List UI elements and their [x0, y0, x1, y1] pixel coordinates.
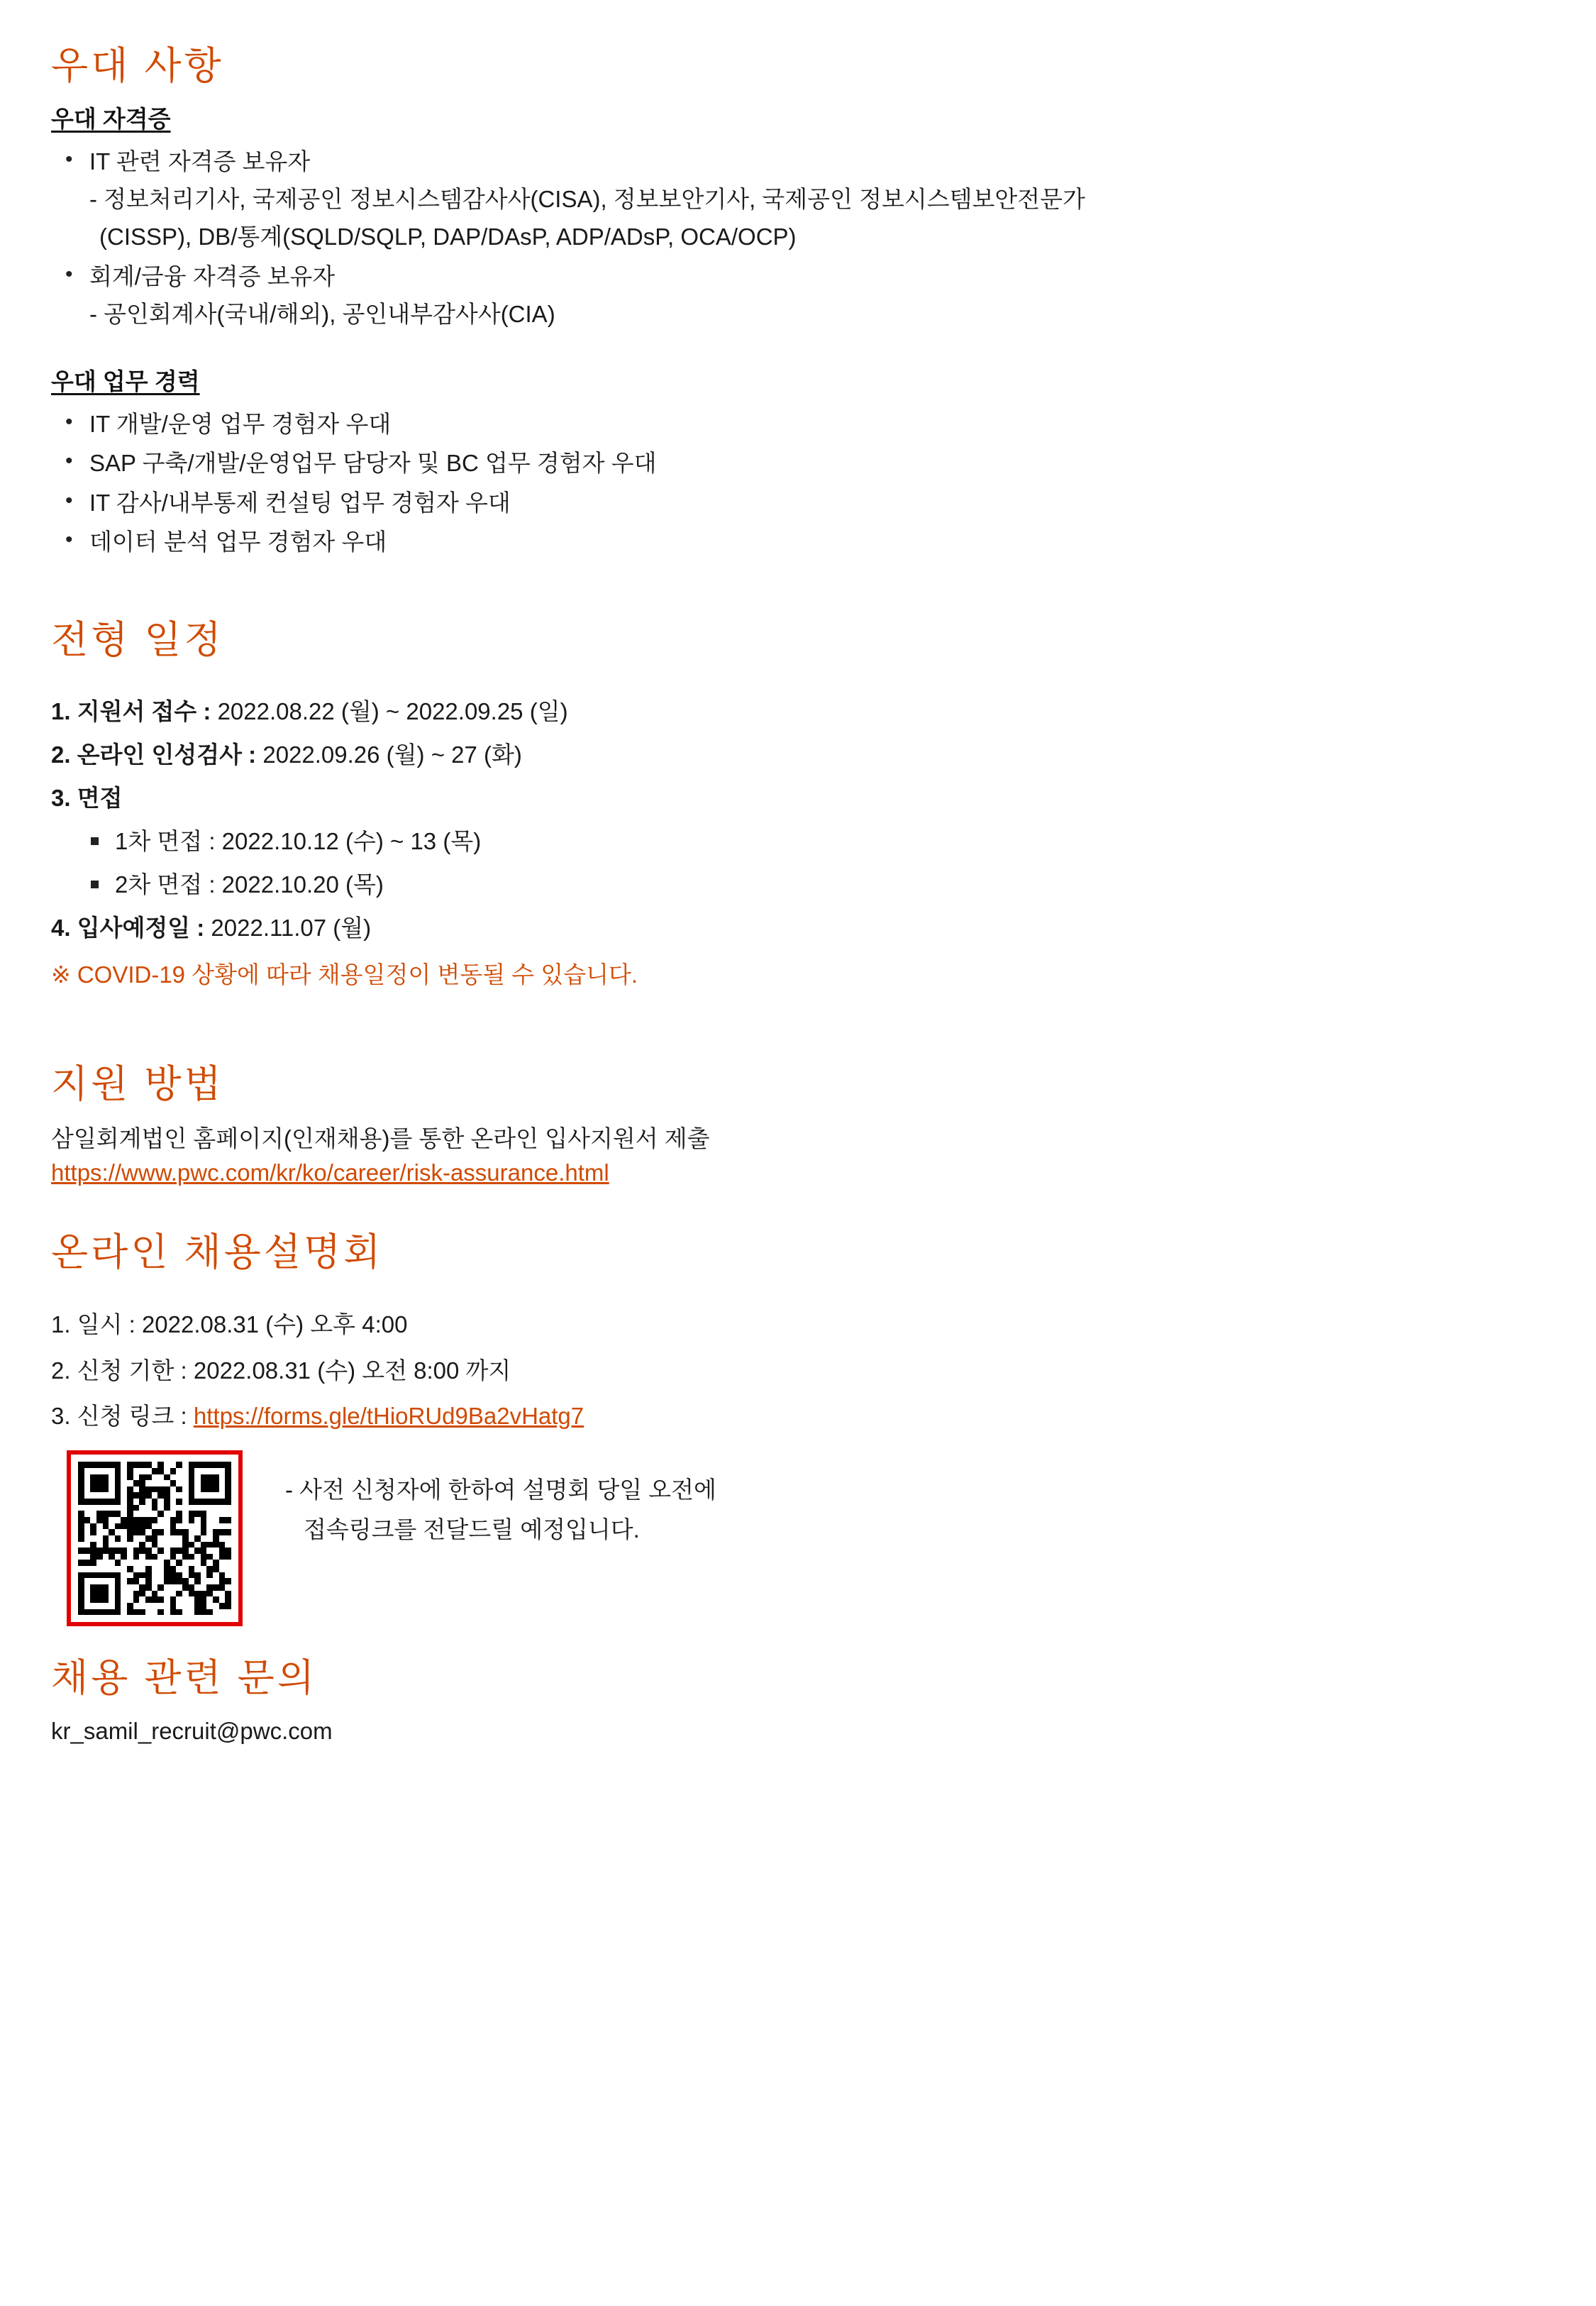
list-item [51, 143, 1511, 256]
schedule-item [51, 690, 1511, 733]
spacer [51, 1626, 1511, 1655]
briefing-deadline [51, 1348, 1511, 1394]
apply-link[interactable]: https://www.pwc.com/kr/ko/career/risk-assurance.html [51, 1159, 609, 1186]
list-item-label: IT 관련 자격증 보유자 [89, 148, 311, 175]
experience-list [51, 405, 1511, 561]
schedule-item-value: 2022.09.26 (월) ~ 27 (화) [256, 741, 522, 768]
spacer [51, 1186, 1511, 1229]
section-title-preferred: 우대 사항 [51, 45, 224, 87]
qr-caption [285, 1450, 716, 1550]
spacer [51, 674, 1511, 690]
schedule-item-value: 2022.11.07 (월) [204, 915, 372, 942]
apply-description: 삼일회계법인 홈페이지(인재채용)를 통한 온라인 입사지원서 제출 [51, 1125, 710, 1152]
list-item-detail-cont: (CISSP), DB/통계(SQLD/SQLP, DAP/DAsP, ADP/ADsP, OCA/OCP) [99, 224, 797, 250]
qr-code-matrix [78, 1462, 231, 1615]
briefing-deadline-text: 2. 신청 기한 : 2022.08.31 (수) 오전 8:00 까지 [51, 1357, 511, 1384]
schedule-item-label: 1. 지원서 접수 : [51, 698, 211, 725]
qr-row [51, 1450, 1511, 1626]
list-item [51, 523, 1511, 561]
list-item-label: IT 개발/운영 업무 경험자 우대 [89, 410, 392, 437]
list-item [51, 444, 1511, 482]
list-item [51, 405, 1511, 443]
list-item [51, 258, 1511, 333]
subheading-certifications: 우대 자격증 [51, 105, 171, 132]
list-item-detail: - 공인회계사(국내/해외), 공인내부감사사(CIA) [89, 301, 555, 328]
schedule-item-label: 4. 입사예정일 : [51, 915, 205, 942]
list-item-label: 회계/금융 자격증 보유자 [89, 263, 336, 289]
section-title-apply: 지원 방법 [51, 1063, 224, 1106]
briefing-datetime: 1. 일시 : 2022.08.31 (수) 오후 4:00 [51, 1311, 408, 1338]
schedule-item-value: 2022.08.22 (월) ~ 2022.09.25 (일) [211, 698, 568, 725]
subheading-experience: 우대 업무 경력 [51, 368, 200, 395]
list-item-label: 2차 면접 : 2022.10.20 (목) [115, 871, 384, 898]
list-item-label: SAP 구축/개발/운영업무 담당자 및 BC 업무 경험자 우대 [89, 450, 657, 477]
schedule-item-label: 3. 면접 [51, 785, 123, 812]
schedule-item [51, 776, 1511, 820]
schedule-item [51, 906, 1511, 949]
list-item [51, 484, 1511, 522]
qr-caption-line2: 접속링크를 전달드릴 예정입니다. [304, 1516, 640, 1543]
list-item-label: IT 감사/내부통제 컨설팅 업무 경험자 우대 [89, 489, 511, 516]
covid-note: ※ COVID-19 상황에 따라 채용일정이 변동될 수 있습니다. [51, 961, 638, 988]
schedule-item-label: 2. 온라인 인성검사 : [51, 741, 257, 768]
list-item [51, 863, 1511, 906]
spacer [51, 335, 1511, 363]
section-title-schedule: 전형 일정 [51, 618, 224, 661]
contact-email: kr_samil_recruit@pwc.com [51, 1717, 333, 1744]
section-title-briefing: 온라인 채용설명회 [51, 1230, 384, 1274]
spacer [51, 563, 1511, 617]
list-item-label: 1차 면접 : 2022.10.12 (수) ~ 13 (목) [115, 828, 482, 855]
spacer [51, 1018, 1511, 1061]
briefing-registration-label: 3. 신청 링크 : [51, 1402, 194, 1429]
list-item [51, 820, 1511, 863]
qr-caption-line1: - 사전 신청자에 한하여 설명회 당일 오전에 [285, 1477, 716, 1504]
section-title-contact: 채용 관련 문의 [51, 1657, 317, 1700]
schedule-item [51, 733, 1511, 776]
interview-list [51, 820, 1511, 906]
list-item-label: 데이터 분석 업무 경험자 우대 [89, 529, 387, 556]
list-item-detail: - 정보처리기사, 국제공인 정보시스템감사사(CISA), 정보보안기사, 국제공인 정보시스템보안전문가 [89, 185, 1085, 212]
qr-code [67, 1450, 243, 1626]
briefing-form-link[interactable]: https://forms.gle/tHioRUd9Ba2vHatg7 [193, 1402, 584, 1429]
briefing-registration [51, 1394, 1511, 1439]
certification-list [51, 143, 1511, 333]
spacer [51, 1286, 1511, 1302]
